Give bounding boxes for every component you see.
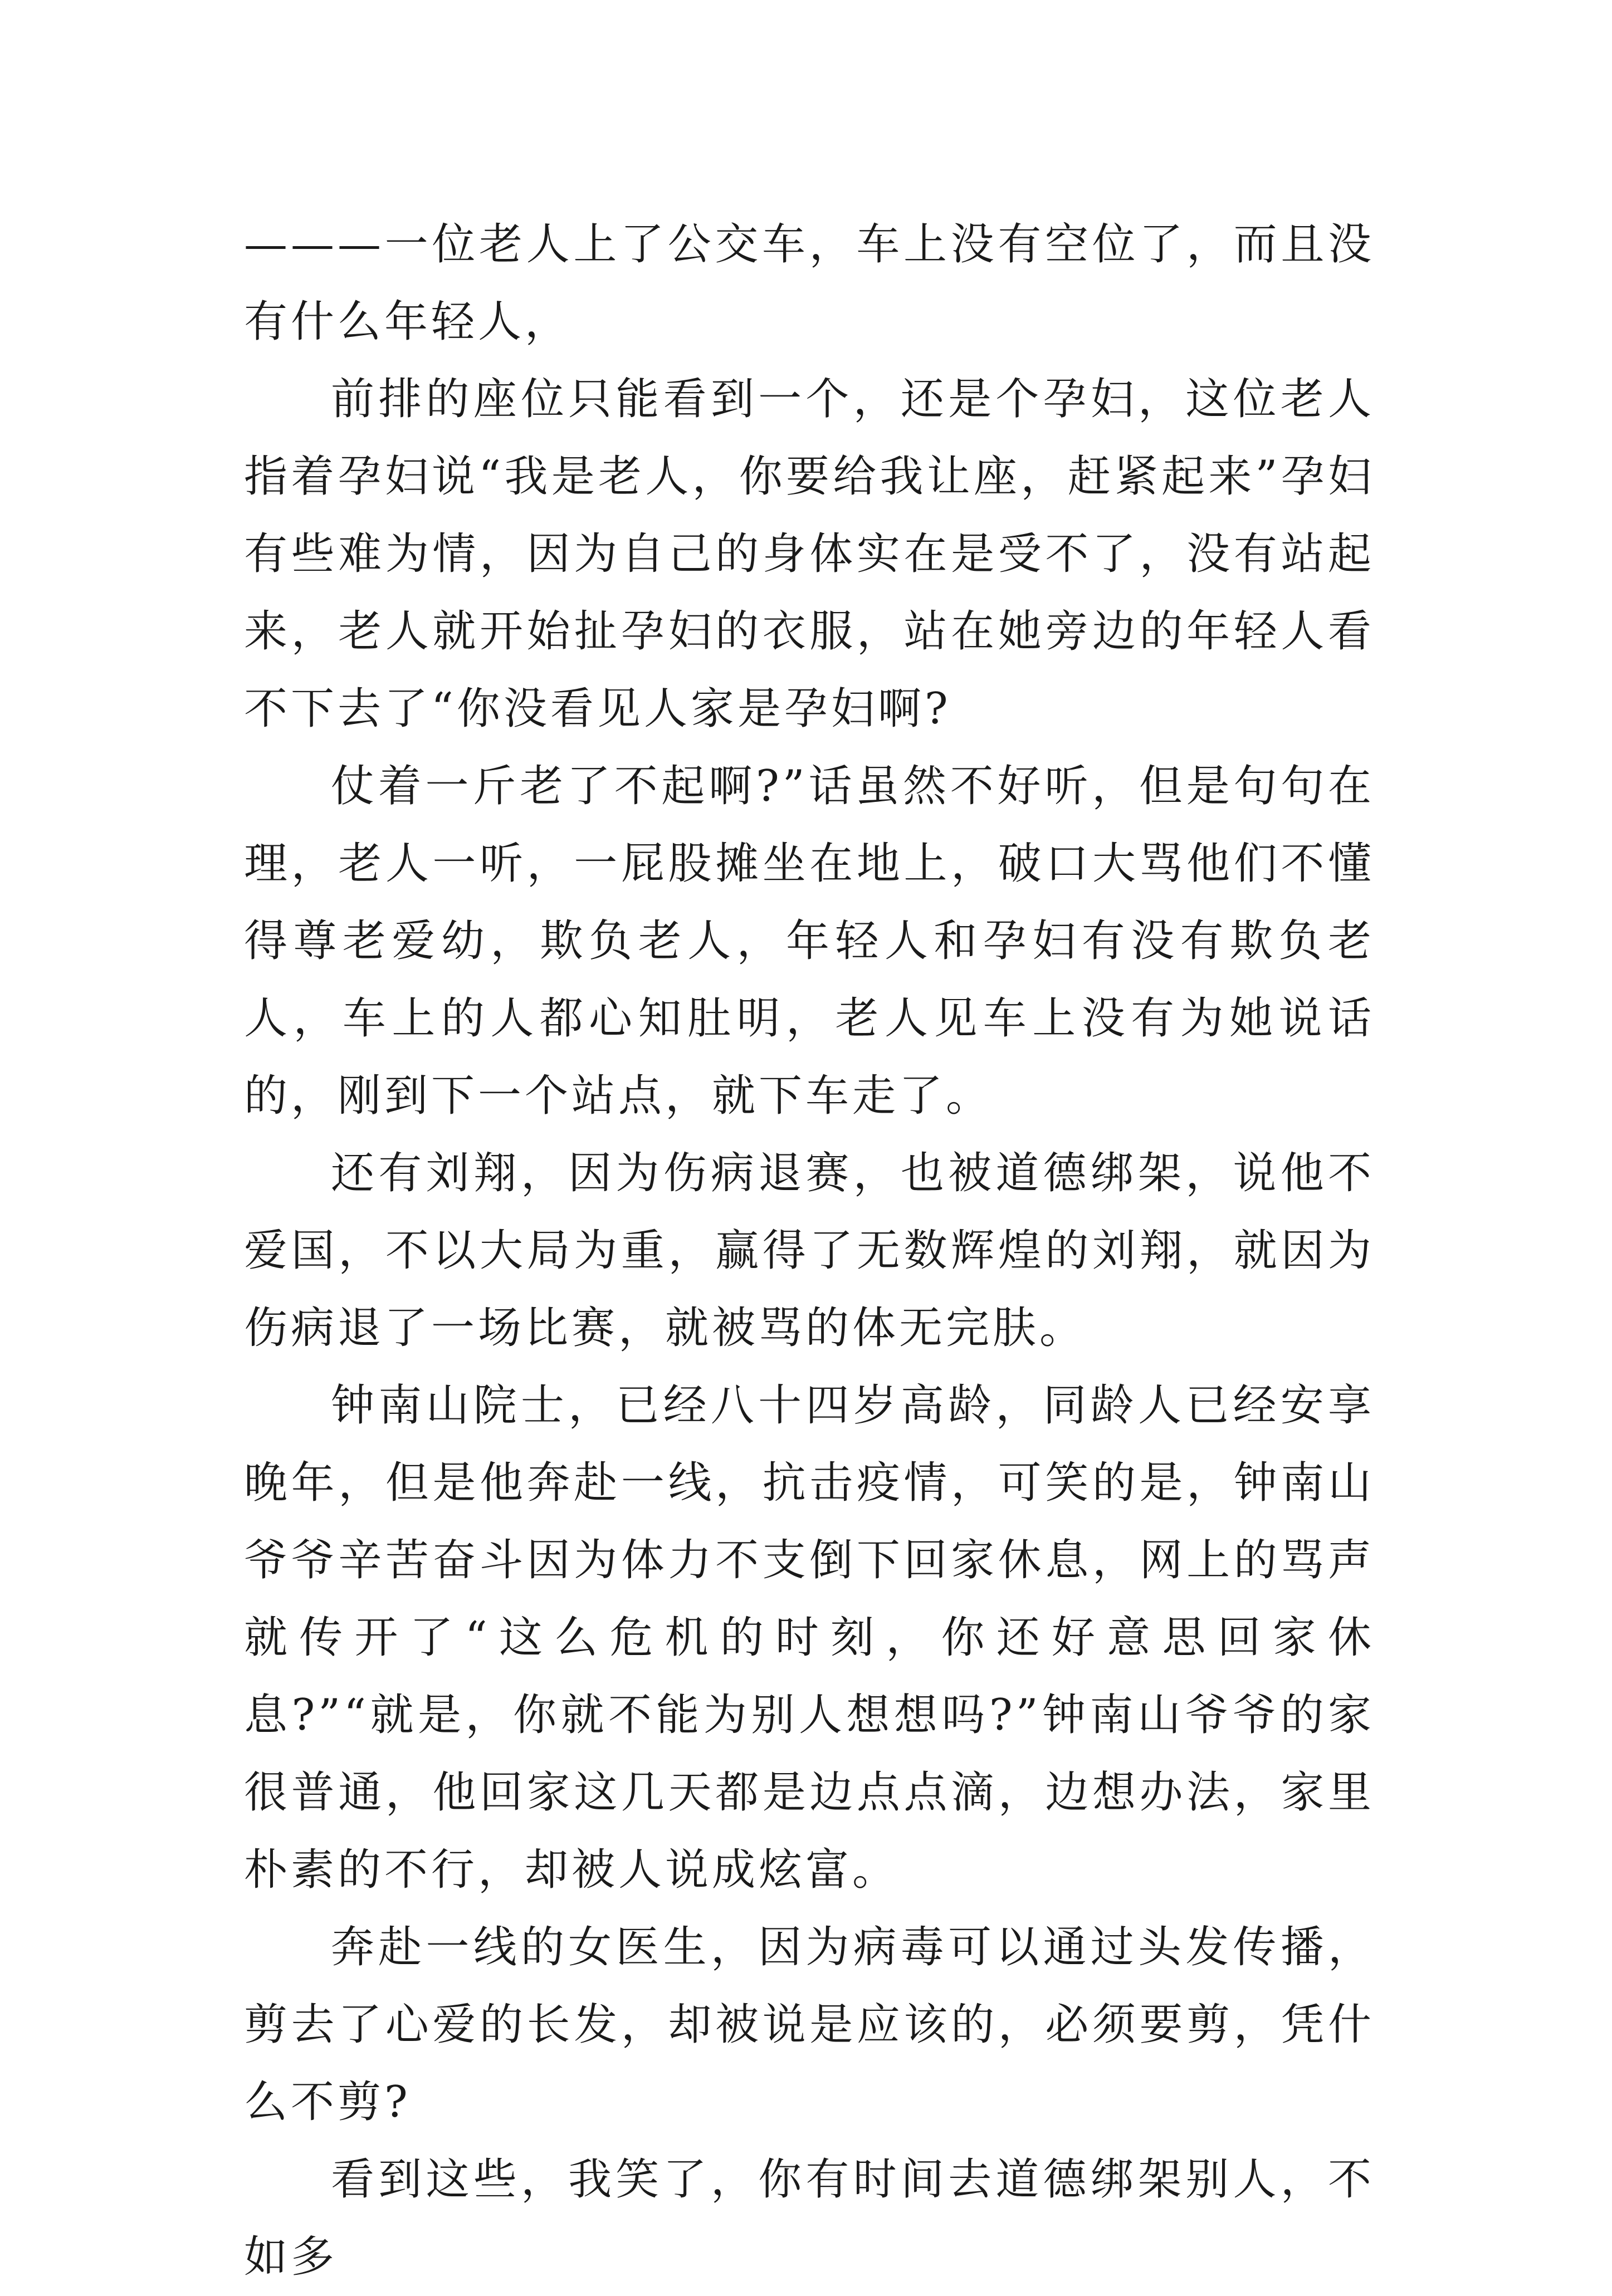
paragraph-4: 还有刘翔，因为伤病退赛，也被道德绑架，说他不爱国，不以大局为重，赢得了无数辉煌的刘翔，就因为伤病退了一场比赛，就被骂的体无完肤。 (244, 1148, 1375, 1353)
paragraph-2: 前排的座位只能看到一个，还是个孕妇，这位老人指着孕妇说“我是老人，你要给我让座，赶紧起来”孕妇有些难为情，因为自己的身体实在是受不了，没有站起来，老人就开始扯孕妇的衣服，站在她旁边的年轻人看不下去了“你没看见人家是孕妇啊? (244, 374, 1375, 734)
paragraph-6: 奔赴一线的女医生，因为病毒可以通过头发传播，剪去了心爱的长发，却被说是应该的，必须要剪，凭什么不剪? (244, 1922, 1375, 2127)
paragraph-5: 钟南山院士，已经八十四岁高龄，同龄人已经安享晚年，但是他奔赴一线，抗击疫情，可笑的是，钟南山爷爷辛苦奋斗因为体力不支倒下回家休息，网上的骂声就传开了“这么危机的时刻，你还好意思回家休息?”“就是，你就不能为别人想想吗?”钟南山爷爷的家很普通，他回家这几天都是边点点滴，边想办法，家里朴素的不行，却被人说成炫富。 (244, 1380, 1375, 1895)
paragraph-3: 仗着一斤老了不起啊?”话虽然不好听，但是句句在理，老人一听，一屁股摊坐在地上，破口大骂他们不懂得尊老爱幼，欺负老人，年轻人和孕妇有没有欺负老人，车上的人都心知肚明，老人见车上没有为她说话的，刚到下一个站点，就下车走了。 (244, 761, 1375, 1121)
document-body (244, 206, 1375, 2296)
paragraph-1: ———一位老人上了公交车，车上没有空位了，而且没有什么年轻人， (244, 219, 1375, 347)
paragraph-7: 看到这些，我笑了，你有时间去道德绑架别人，不如多 (244, 2155, 1375, 2282)
